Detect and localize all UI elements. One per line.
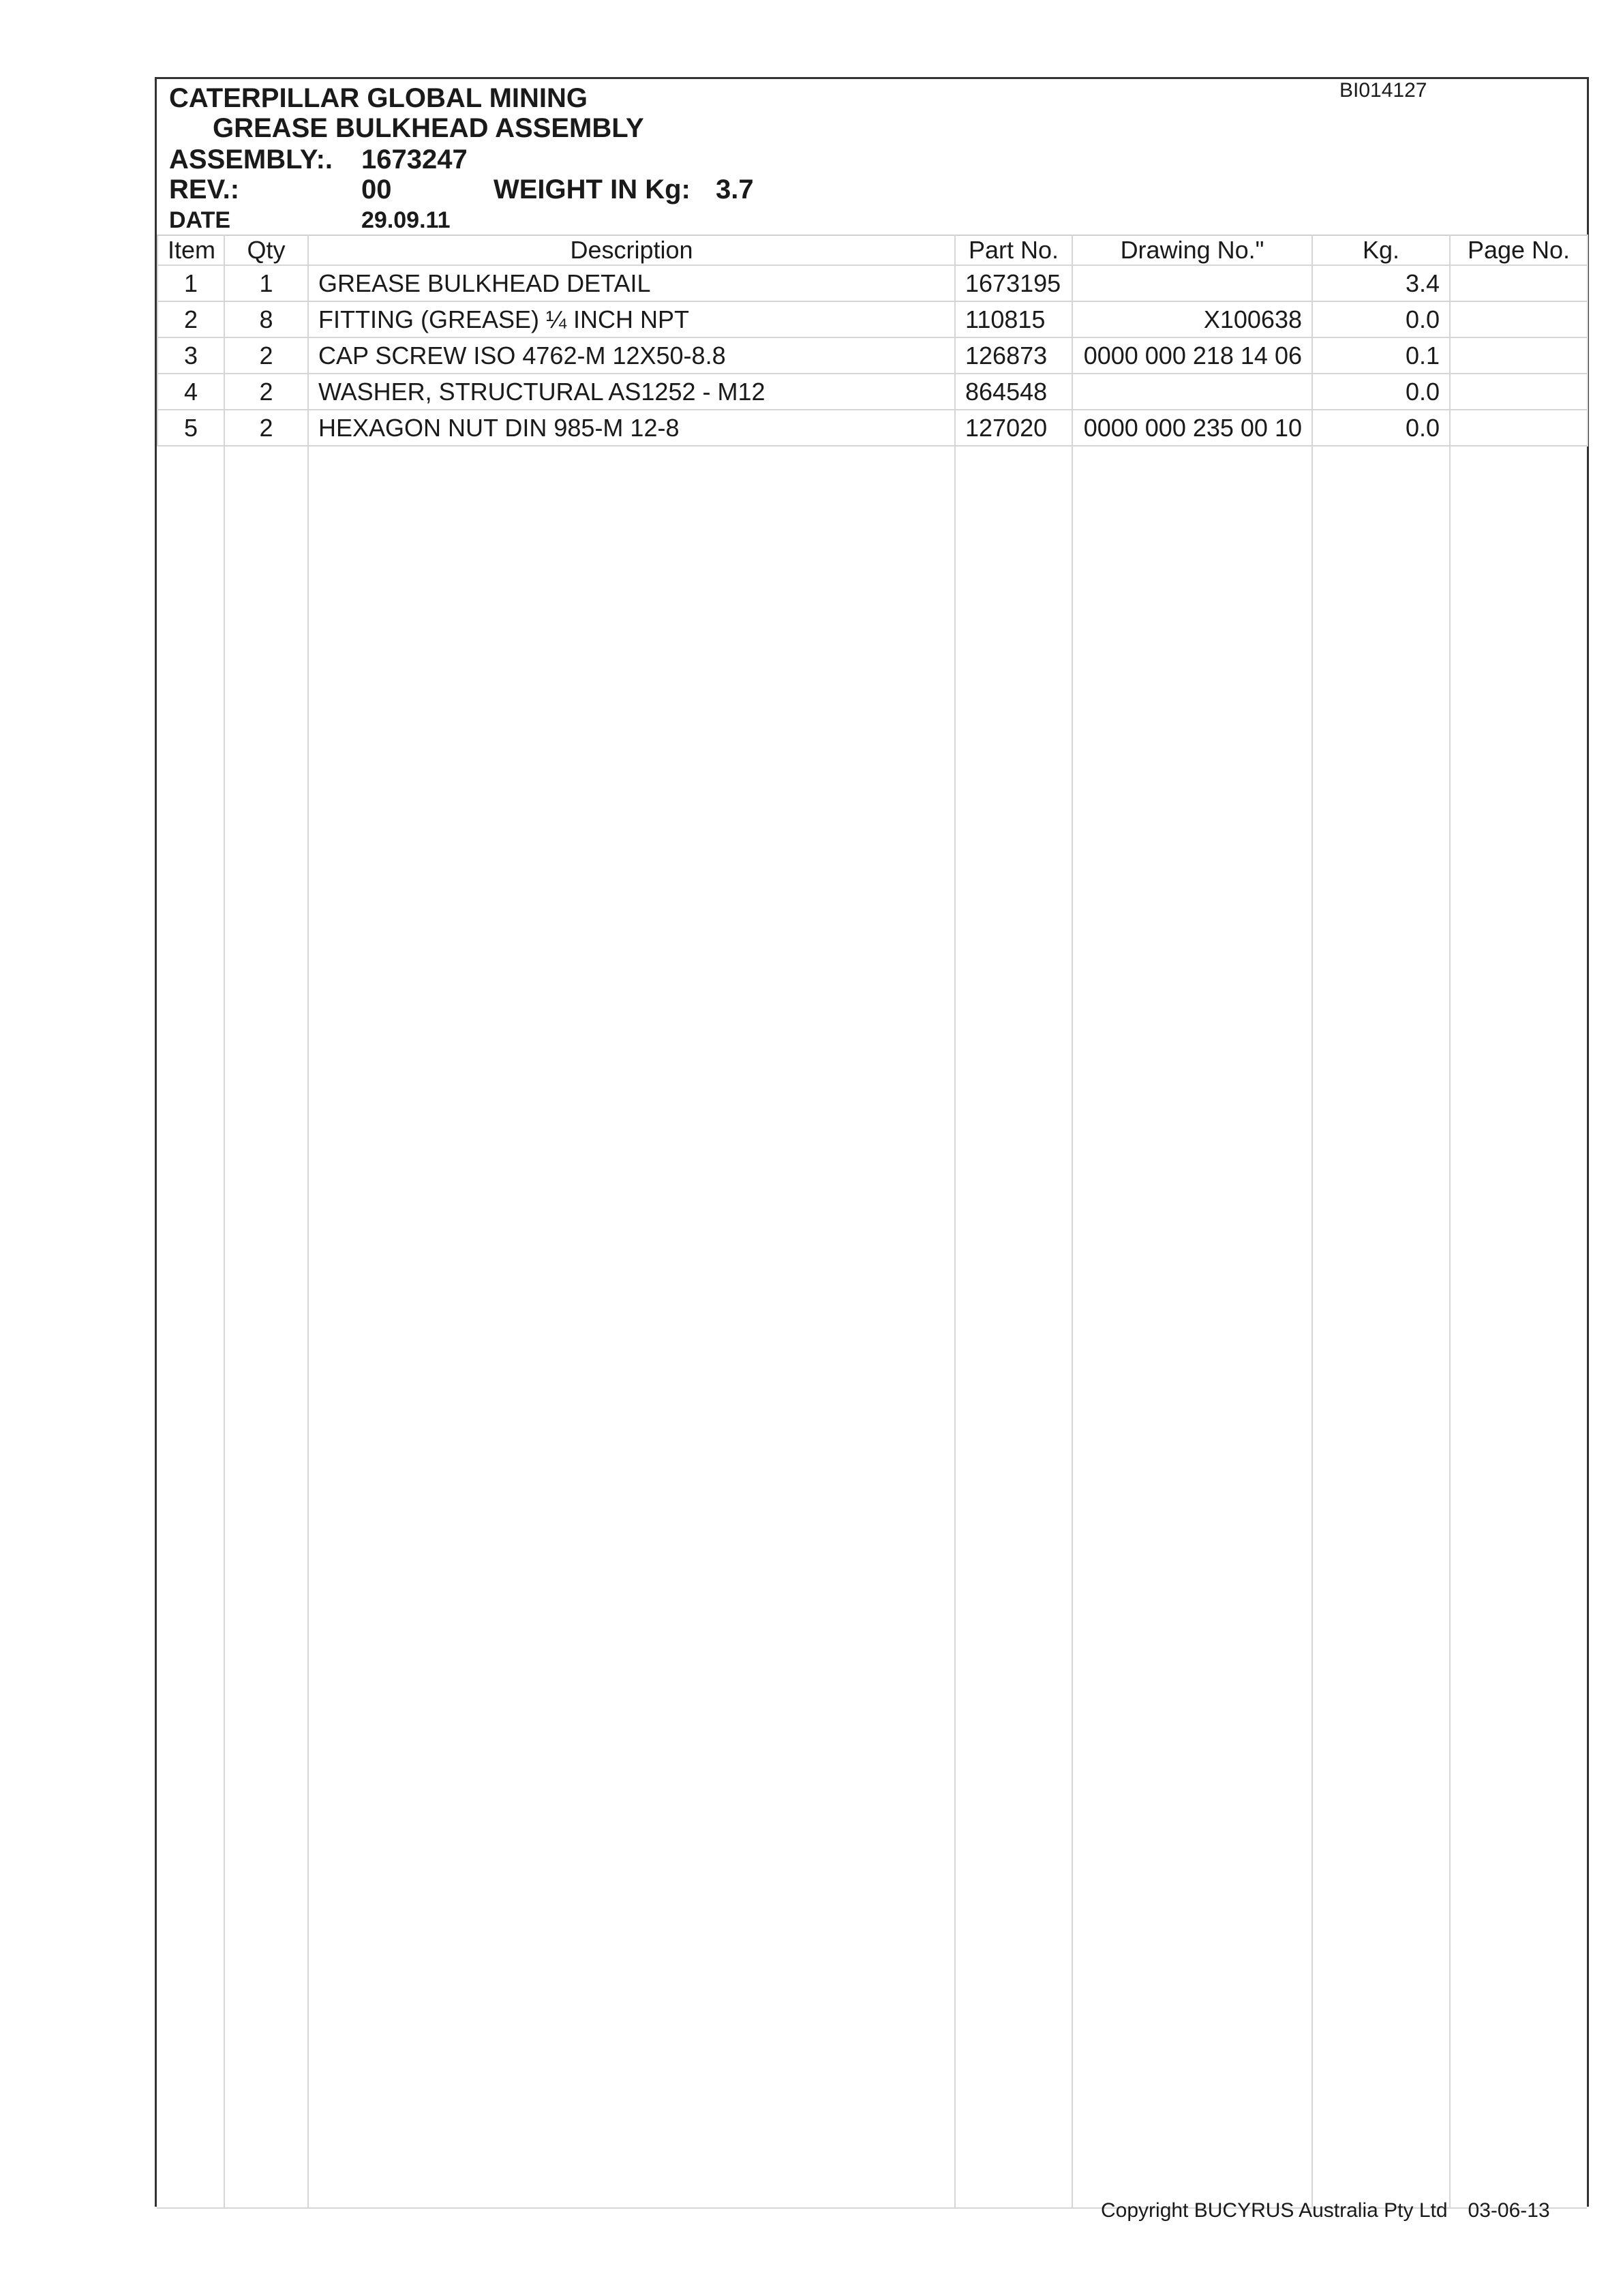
revision-label: REV.: xyxy=(169,175,240,205)
assembly-number: 1673247 xyxy=(361,145,468,175)
table-row xyxy=(157,301,1588,337)
page-footer xyxy=(1101,2199,1550,2222)
cell-kg: 0.1 xyxy=(1312,337,1450,374)
cell-part-no: 110815 xyxy=(955,301,1072,337)
revision-value: 00 xyxy=(361,175,392,205)
table-row xyxy=(157,374,1588,410)
cell-item: 2 xyxy=(157,301,224,337)
cell-kg: 0.0 xyxy=(1312,301,1450,337)
document-header xyxy=(157,79,1587,236)
cell-part-no: 1673195 xyxy=(955,265,1072,301)
cell-qty: 2 xyxy=(224,337,308,374)
cell-description: FITTING (GREASE) ¼ INCH NPT xyxy=(308,301,955,337)
gridline xyxy=(1449,235,1451,2209)
cell-page-no xyxy=(1450,265,1588,301)
gridline xyxy=(1311,235,1313,2209)
bill-of-materials-table xyxy=(157,235,1588,447)
cell-drawing-no xyxy=(1072,374,1312,410)
cell-drawing-no xyxy=(1072,265,1312,301)
table-row xyxy=(157,265,1588,301)
cell-description: WASHER, STRUCTURAL AS1252 - M12 xyxy=(308,374,955,410)
parts-list-sheet xyxy=(155,77,1589,2207)
column-header-kg: Kg. xyxy=(1312,235,1450,265)
date-label: DATE xyxy=(169,207,231,233)
weight-label: WEIGHT IN Kg: xyxy=(494,175,691,205)
company-name: CATERPILLAR GLOBAL MINING xyxy=(169,83,588,113)
cell-kg: 0.0 xyxy=(1312,410,1450,446)
cell-drawing-no: X100638 xyxy=(1072,301,1312,337)
footer-date: 03-06-13 xyxy=(1468,2199,1550,2222)
copyright-text: Copyright BUCYRUS Australia Pty Ltd xyxy=(1101,2199,1448,2222)
cell-part-no: 127020 xyxy=(955,410,1072,446)
column-header-item: Item xyxy=(157,235,224,265)
cell-qty: 2 xyxy=(224,410,308,446)
cell-description: GREASE BULKHEAD DETAIL xyxy=(308,265,955,301)
cell-kg: 0.0 xyxy=(1312,374,1450,410)
cell-item: 5 xyxy=(157,410,224,446)
gridline xyxy=(224,235,225,2209)
document-code: BI014127 xyxy=(1339,79,1427,102)
table-row xyxy=(157,337,1588,374)
cell-drawing-no: 0000 000 218 14 06 xyxy=(1072,337,1312,374)
cell-kg: 3.4 xyxy=(1312,265,1450,301)
cell-part-no: 126873 xyxy=(955,337,1072,374)
column-header-part-no: Part No. xyxy=(955,235,1072,265)
weight-value: 3.7 xyxy=(716,175,754,205)
cell-drawing-no: 0000 000 235 00 10 xyxy=(1072,410,1312,446)
cell-page-no xyxy=(1450,374,1588,410)
cell-page-no xyxy=(1450,337,1588,374)
cell-item: 1 xyxy=(157,265,224,301)
cell-item: 4 xyxy=(157,374,224,410)
gridline xyxy=(1072,235,1073,2209)
table-header-row xyxy=(157,235,1588,265)
cell-page-no xyxy=(1450,301,1588,337)
column-header-description: Description xyxy=(308,235,955,265)
assembly-label: ASSEMBLY:. xyxy=(169,145,333,175)
column-header-drawing-no: Drawing No." xyxy=(1072,235,1312,265)
cell-part-no: 864548 xyxy=(955,374,1072,410)
cell-item: 3 xyxy=(157,337,224,374)
cell-qty: 2 xyxy=(224,374,308,410)
gridline xyxy=(954,235,956,2209)
column-header-page-no: Page No. xyxy=(1450,235,1588,265)
column-gridlines xyxy=(157,235,1587,2209)
cell-qty: 8 xyxy=(224,301,308,337)
cell-description: CAP SCREW ISO 4762-M 12X50-8.8 xyxy=(308,337,955,374)
gridline xyxy=(307,235,309,2209)
assembly-title: GREASE BULKHEAD ASSEMBLY xyxy=(213,113,644,143)
cell-page-no xyxy=(1450,410,1588,446)
table-row xyxy=(157,410,1588,446)
column-header-qty: Qty xyxy=(224,235,308,265)
cell-qty: 1 xyxy=(224,265,308,301)
date-value: 29.09.11 xyxy=(361,207,451,233)
cell-description: HEXAGON NUT DIN 985-M 12-8 xyxy=(308,410,955,446)
